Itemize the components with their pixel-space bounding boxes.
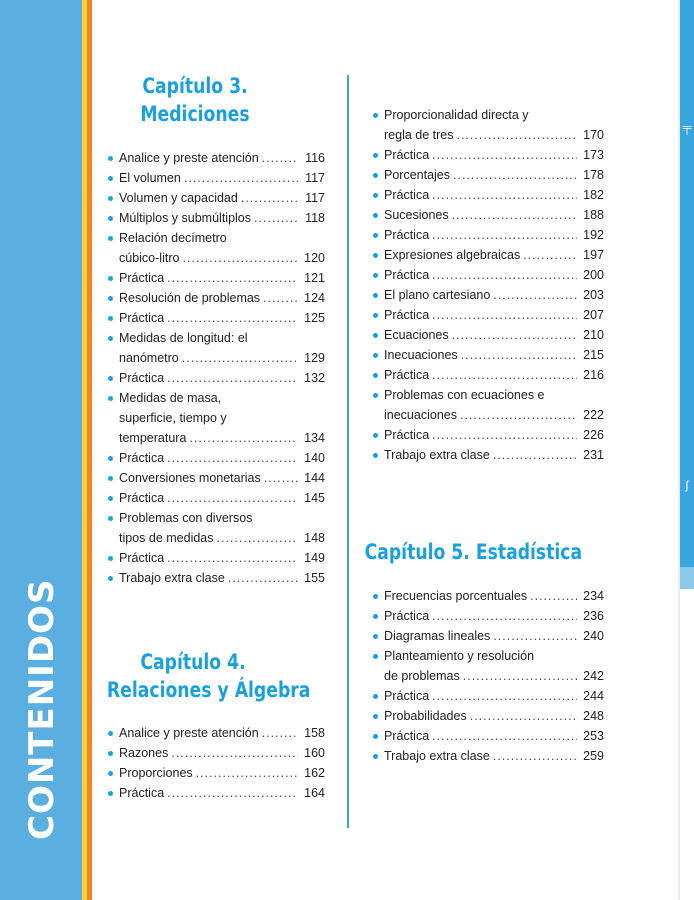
- dot-leader: [182, 348, 298, 368]
- toc-page-number: 240: [583, 629, 604, 643]
- dot-leader: [432, 145, 577, 165]
- toc-entry-row: [119, 288, 325, 308]
- dot-leader: [167, 783, 298, 803]
- dot-leader: [196, 763, 298, 783]
- toc-page-number: 132: [304, 371, 325, 385]
- dot-leader: [254, 208, 298, 228]
- toc-entry-title-line: superficie, tiempo y: [119, 411, 227, 425]
- toc-entry-title: Ecuaciones: [384, 328, 449, 342]
- toc-page-number: 162: [304, 766, 325, 780]
- toc-entry-row: [384, 425, 604, 445]
- toc-entry-row: [384, 706, 604, 726]
- toc-entry: [107, 268, 325, 288]
- toc-entry-row: [384, 145, 604, 165]
- toc-page-number: 117: [305, 191, 325, 205]
- chapter-4-toc: [107, 723, 325, 803]
- dot-leader: [432, 265, 577, 285]
- toc-entry-row: [384, 686, 604, 706]
- toc-entry: [372, 165, 604, 185]
- toc-entry: [107, 743, 325, 763]
- toc-page-number: 173: [583, 148, 604, 162]
- toc-entry: [372, 686, 604, 706]
- toc-page-number: 155: [304, 571, 325, 585]
- toc-entry-title: Práctica: [384, 729, 430, 743]
- toc-entry-row: [119, 548, 325, 568]
- toc-entry-title: Analice y preste atención: [119, 726, 259, 740]
- toc-entry: [107, 228, 325, 268]
- dot-leader: [493, 285, 577, 305]
- dot-leader: [432, 185, 577, 205]
- toc-page-number: 134: [304, 431, 325, 445]
- toc-page-number: 144: [304, 471, 325, 485]
- toc-entry-title: Frecuencias porcentuales: [384, 589, 528, 603]
- toc-entry-title: Sucesiones: [384, 208, 449, 222]
- toc-entry-title: Conversiones monetarias: [119, 471, 261, 485]
- toc-entry-title-line: Medidas de masa,: [119, 391, 222, 405]
- toc-entry: [372, 365, 604, 385]
- toc-page-number: 242: [583, 669, 604, 683]
- toc-entry-row: [384, 345, 604, 365]
- dot-leader: [493, 746, 577, 766]
- toc-entry-row: [119, 568, 325, 588]
- dot-leader: [262, 148, 298, 168]
- toc-entry: [372, 145, 604, 165]
- dot-leader: [167, 308, 298, 328]
- contents-side-title: CONTENIDOS: [22, 578, 62, 840]
- toc-entry: [372, 706, 604, 726]
- toc-entry: [107, 448, 325, 468]
- toc-entry: [107, 328, 325, 368]
- toc-page-number: 149: [304, 551, 325, 565]
- toc-entry-title: Resolución de problemas: [119, 291, 261, 305]
- toc-entry: [107, 508, 325, 548]
- toc-entry: [372, 586, 604, 606]
- dot-leader: [264, 468, 298, 488]
- dot-leader: [167, 448, 298, 468]
- edge-decoration-icon: ʃ: [685, 478, 689, 492]
- toc-entry-row: [119, 468, 325, 488]
- toc-entry: [372, 185, 604, 205]
- dot-leader: [217, 528, 298, 548]
- toc-entry: [372, 225, 604, 245]
- toc-entry: [107, 468, 325, 488]
- toc-entry-title: Práctica: [119, 551, 165, 565]
- toc-entry-title: Práctica: [119, 786, 165, 800]
- toc-entry-title: de problemas: [384, 669, 460, 683]
- dot-leader: [432, 365, 577, 385]
- toc-entry: [107, 148, 325, 168]
- toc-entry: [372, 245, 604, 265]
- toc-entry-title: Proporciones: [119, 766, 193, 780]
- toc-page-number: 216: [583, 368, 604, 382]
- dot-leader: [523, 245, 577, 265]
- toc-entry: [107, 308, 325, 328]
- toc-page-number: 118: [305, 211, 325, 225]
- toc-page-number: 129: [304, 351, 325, 365]
- toc-page-number: 231: [583, 448, 604, 462]
- toc-entry-title-line: Problemas con ecuaciones e: [384, 388, 545, 402]
- dot-leader: [262, 723, 298, 743]
- toc-entry-row: [119, 488, 325, 508]
- toc-entry-row: [119, 168, 325, 188]
- dot-leader: [189, 428, 298, 448]
- toc-entry-row: [384, 586, 604, 606]
- dot-leader: [184, 168, 298, 188]
- toc-entry-row: [119, 188, 325, 208]
- toc-entry: [372, 265, 604, 285]
- toc-entry-row: [384, 265, 604, 285]
- toc-page-number: 226: [583, 428, 604, 442]
- toc-entry-title: Múltiplos y submúltiplos: [119, 211, 251, 225]
- toc-entry-title: Porcentajes: [384, 168, 451, 182]
- toc-entry-row: [384, 185, 604, 205]
- toc-entry: [107, 548, 325, 568]
- toc-page-number: 203: [583, 288, 604, 302]
- toc-entry-row: [384, 746, 604, 766]
- toc-entry: [372, 325, 604, 345]
- toc-entry-title: Práctica: [119, 451, 165, 465]
- toc-page-number: 164: [304, 786, 325, 800]
- toc-entry-title: Práctica: [384, 368, 430, 382]
- toc-entry: [372, 626, 604, 646]
- toc-entry-title: El volumen: [119, 171, 181, 185]
- toc-entry-row: [119, 448, 325, 468]
- toc-entry-row: [119, 308, 325, 328]
- toc-entry-row: [119, 428, 325, 448]
- toc-page-number: 160: [304, 746, 325, 760]
- toc-entry-row: [119, 268, 325, 288]
- chapter-5-toc: [372, 586, 604, 766]
- dot-leader: [461, 345, 577, 365]
- toc-entry: [107, 568, 325, 588]
- toc-page-number: 121: [304, 271, 325, 285]
- toc-entry-title: Práctica: [384, 188, 430, 202]
- toc-entry: [372, 285, 604, 305]
- toc-entry-row: [119, 783, 325, 803]
- toc-entry-title: Práctica: [384, 308, 430, 322]
- toc-entry-row: [119, 528, 325, 548]
- toc-page-number: 234: [583, 589, 604, 603]
- toc-entry: [372, 105, 604, 145]
- toc-entry: [107, 783, 325, 803]
- chapter-4-title: Capítulo 4. Relaciones y Álgebra: [106, 650, 311, 702]
- toc-page-number: 124: [304, 291, 325, 305]
- dot-leader: [167, 548, 298, 568]
- toc-entry-title: Práctica: [384, 268, 430, 282]
- toc-entry-title: Razones: [119, 746, 169, 760]
- toc-entry-title-line: Proporcionalidad directa y: [384, 108, 529, 122]
- toc-entry-row: [119, 368, 325, 388]
- toc-page-number: 192: [583, 228, 604, 242]
- toc-entry: [372, 445, 604, 465]
- toc-page-number: 182: [583, 188, 604, 202]
- toc-entry: [107, 723, 325, 743]
- dot-leader: [228, 568, 298, 588]
- toc-entry: [372, 646, 604, 686]
- toc-entry-title: El plano cartesiano: [384, 288, 491, 302]
- toc-entry-title: Práctica: [119, 371, 165, 385]
- dot-leader: [452, 325, 577, 345]
- dot-leader: [453, 165, 577, 185]
- toc-entry: [372, 205, 604, 225]
- dot-leader: [452, 205, 577, 225]
- toc-page-number: 244: [583, 689, 604, 703]
- toc-entry-row: [384, 225, 604, 245]
- column-divider: [347, 75, 349, 828]
- chapter-4-toc-continued: [372, 105, 604, 465]
- toc-page-number: 116: [305, 151, 325, 165]
- toc-entry-title: cúbico-litro: [119, 251, 180, 265]
- toc-entry: [107, 488, 325, 508]
- toc-entry-title-line: Planteamiento y resolución: [384, 649, 535, 663]
- toc-entry-title: Diagramas lineales: [384, 629, 491, 643]
- toc-page-number: 117: [305, 171, 325, 185]
- toc-entry-row: [384, 165, 604, 185]
- dot-leader: [432, 606, 577, 626]
- toc-entry-title: tipos de medidas: [119, 531, 214, 545]
- toc-page-number: 140: [304, 451, 325, 465]
- toc-entry-title-line: Problemas con diversos: [119, 511, 253, 525]
- toc-entry: [372, 345, 604, 365]
- toc-entry-title: Probabilidades: [384, 709, 467, 723]
- toc-entry-title: Práctica: [384, 148, 430, 162]
- toc-entry: [107, 168, 325, 188]
- toc-entry: [372, 305, 604, 325]
- dot-leader: [263, 288, 298, 308]
- dot-leader: [456, 125, 577, 145]
- toc-entry-row: [119, 348, 325, 368]
- toc-entry-row: [384, 726, 604, 746]
- toc-page-number: 200: [583, 268, 604, 282]
- toc-page-number: 253: [583, 729, 604, 743]
- dot-leader: [530, 586, 577, 606]
- dot-leader: [167, 268, 298, 288]
- toc-entry-title: Trabajo extra clase: [384, 448, 490, 462]
- toc-entry-title-line: Relación decímetro: [119, 231, 227, 245]
- toc-entry-title: Práctica: [384, 609, 430, 623]
- toc-entry-title: Práctica: [119, 311, 165, 325]
- toc-entry-title: inecuaciones: [384, 408, 457, 422]
- toc-entry-row: [119, 743, 325, 763]
- toc-entry: [107, 368, 325, 388]
- toc-page-number: 120: [304, 251, 325, 265]
- toc-entry-row: [384, 445, 604, 465]
- toc-page-number: 222: [583, 408, 604, 422]
- toc-page-number: 170: [583, 128, 604, 142]
- toc-entry-row: [119, 148, 325, 168]
- toc-page-number: 148: [304, 531, 325, 545]
- toc-entry-row: [119, 723, 325, 743]
- toc-entry-row: [384, 285, 604, 305]
- toc-entry-row: [384, 626, 604, 646]
- toc-entry-title: nanómetro: [119, 351, 179, 365]
- dot-leader: [167, 368, 298, 388]
- toc-entry-title: Práctica: [119, 271, 165, 285]
- toc-entry-title: Práctica: [384, 428, 430, 442]
- toc-entry-title: Práctica: [384, 689, 430, 703]
- toc-page-number: 207: [583, 308, 604, 322]
- toc-page-number: 248: [583, 709, 604, 723]
- toc-entry: [372, 726, 604, 746]
- toc-entry-row: [384, 666, 604, 686]
- dot-leader: [432, 225, 577, 245]
- toc-entry-row: [384, 365, 604, 385]
- dot-leader: [167, 488, 298, 508]
- chapter-5-title: Capítulo 5. Estadística: [364, 540, 583, 564]
- toc-entry-row: [384, 606, 604, 626]
- toc-entry-row: [384, 205, 604, 225]
- toc-entry-title: Analice y preste atención: [119, 151, 259, 165]
- dot-leader: [432, 425, 577, 445]
- toc-entry-title: regla de tres: [384, 128, 454, 142]
- dot-leader: [460, 405, 577, 425]
- dot-leader: [493, 626, 577, 646]
- dot-leader: [432, 726, 577, 746]
- toc-entry-title: Volumen y capacidad: [119, 191, 238, 205]
- toc-page-number: 210: [583, 328, 604, 342]
- toc-page-number: 259: [583, 749, 604, 763]
- toc-entry-row: [384, 305, 604, 325]
- toc-page-number: 145: [304, 491, 325, 505]
- toc-entry-row: [384, 125, 604, 145]
- toc-page-number: 236: [583, 609, 604, 623]
- toc-entry-row: [119, 208, 325, 228]
- toc-entry: [107, 388, 325, 448]
- toc-entry-title-line: Medidas de longitud: el: [119, 331, 248, 345]
- chapter-3-title: Capítulo 3. Mediciones: [140, 74, 250, 126]
- dot-leader: [432, 305, 577, 325]
- toc-entry: [107, 763, 325, 783]
- orange-stripe: [87, 0, 92, 900]
- toc-entry-title: Inecuaciones: [384, 348, 458, 362]
- toc-entry-title: Práctica: [384, 228, 430, 242]
- toc-entry-row: [384, 245, 604, 265]
- toc-entry: [107, 188, 325, 208]
- right-edge-tab-light: [680, 567, 694, 589]
- toc-page-number: 188: [583, 208, 604, 222]
- dot-leader: [171, 743, 298, 763]
- toc-page-number: 197: [583, 248, 604, 262]
- toc-entry-title: Expresiones algebraicas: [384, 248, 521, 262]
- toc-page-number: 178: [583, 168, 604, 182]
- toc-entry-row: [119, 248, 325, 268]
- dot-leader: [241, 188, 298, 208]
- toc-entry-title: Práctica: [119, 491, 165, 505]
- dot-leader: [182, 248, 298, 268]
- toc-entry: [372, 746, 604, 766]
- toc-page-number: 215: [583, 348, 604, 362]
- toc-entry-title: temperatura: [119, 431, 187, 445]
- dot-leader: [432, 686, 577, 706]
- edge-decoration-icon: ╤: [682, 120, 692, 134]
- toc-entry-row: [119, 763, 325, 783]
- toc-entry-row: [384, 325, 604, 345]
- toc-entry: [107, 288, 325, 308]
- toc-entry: [107, 208, 325, 228]
- toc-page-number: 158: [304, 726, 325, 740]
- toc-entry: [372, 385, 604, 425]
- toc-entry: [372, 606, 604, 626]
- dot-leader: [493, 445, 577, 465]
- toc-entry-row: [384, 405, 604, 425]
- toc-entry: [372, 425, 604, 445]
- dot-leader: [470, 706, 577, 726]
- chapter-3-toc: [107, 148, 325, 588]
- toc-page-number: 125: [304, 311, 325, 325]
- toc-entry-title: Trabajo extra clase: [119, 571, 225, 585]
- toc-entry-title: Trabajo extra clase: [384, 749, 490, 763]
- dot-leader: [463, 666, 577, 686]
